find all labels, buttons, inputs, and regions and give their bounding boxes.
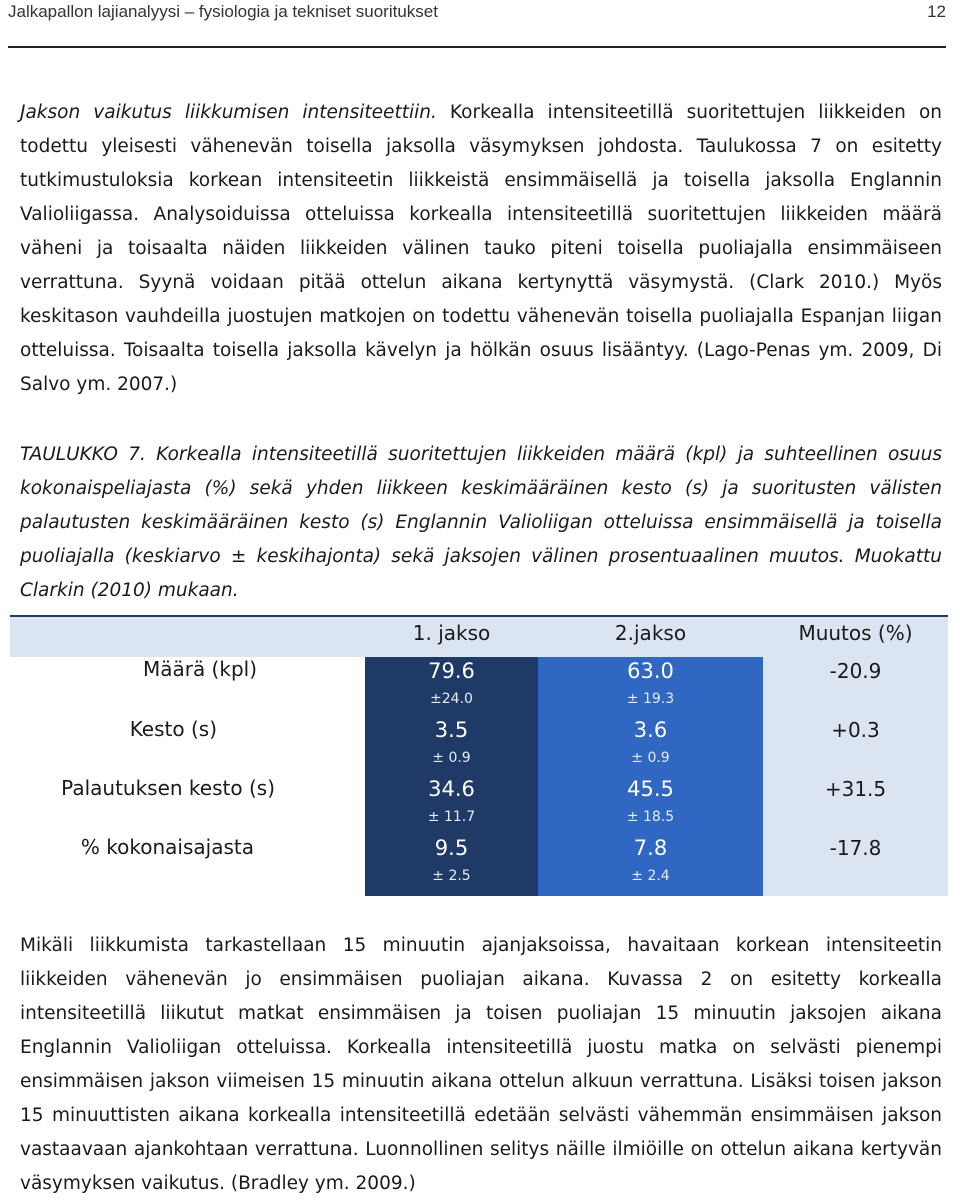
data-table <box>10 615 948 896</box>
period-2-sd: ± 18.5 <box>626 809 675 825</box>
period-2-sd: ± 19.3 <box>626 691 675 707</box>
row-label: Palautuksen kesto (s) <box>61 776 275 800</box>
period-2-mean: 7.8 <box>633 836 668 860</box>
period-1-sd: ± 2.5 <box>432 868 471 884</box>
running-title: Jalkapallon lajianalyysi – fysiologia ja tekniset suoritukset <box>8 2 438 21</box>
table-caption: TAULUKKO 7. Korkealla intensiteetillä suoritettujen liikkeiden määrä (kpl) ja suhteellinen osuus kokonaispeliajasta (%) sekä yhden liikkeen keskimääräinen kesto (s) ja suoritusten välisten palautusten keskimääräinen kesto (s) Englannin Valioliigan otteluissa ensimmäisellä ja toisella puoliajalla (keskiarvo ± keskihajonta) sekä jaksojen välinen prosentuaalinen muutos. Muokattu Clarkin (2010) mukaan. <box>20 444 942 601</box>
period-1-mean: 9.5 <box>434 836 469 860</box>
paragraph-body: Korkealla intensiteetillä suoritettujen liikkeiden on todettu yleisesti vähenevän toisella jaksolla väsymyksen johdosta. Taulukossa 7 on esitetty tutkimustuloksia korkean intensiteetin liikkeistä ensimmäisellä ja toisella jaksolla Englannin Valioliigassa. Analysoiduissa otteluissa korkealla intensiteetillä suoritettujen liikkeiden määrä väheni ja toisaalta näiden liikkeiden välinen tauko piteni toisella puoliajalla ensimmäiseen verrattuna. Syynä voidaan pitää ottelun aikana kertynyttä väsymystä. (Clark 2010.) Myös keskitason vauhdeilla juostujen matkojen on todettu vähenevän toisella puoliajalla Espanjan liigan otteluissa. Toisaalta toisella jaksolla kävelyn ja hölkän osuus lisääntyy. (Lago-Penas ym. 2009, Di Salvo ym. 2007.) <box>20 102 943 395</box>
period-1-sd: ± 0.9 <box>432 750 471 766</box>
table-row <box>10 835 362 865</box>
table-row <box>10 776 362 806</box>
period-2-mean: 63.0 <box>627 659 674 683</box>
table-row <box>10 657 362 687</box>
change-value: -20.9 <box>829 659 882 683</box>
page-number: 12 <box>927 2 946 21</box>
header-change: Muutos (%) <box>798 621 913 645</box>
period-1-mean: 79.6 <box>428 659 475 683</box>
header-period-2: 2.jakso <box>614 621 687 645</box>
row-label: Kesto (s) <box>129 717 217 741</box>
period-2-sd: ± 0.9 <box>631 750 670 766</box>
header-period-1: 1. jakso <box>412 621 491 645</box>
period-1-mean: 34.6 <box>428 777 475 801</box>
table-header-row <box>10 615 948 657</box>
paragraph-15min-periods: Mikäli liikkumista tarkastellaan 15 minuutin ajanjaksoissa, havaitaan korkean intensiteetin liikkeiden vähenevän jo ensimmäisen puoliajan aikana. Kuvassa 2 on esitetty korkealla intensiteetillä liikutut matkat ensimmäisen ja toisen puoliajan 15 minuutin jaksojen aikana Englannin Valioliigan otteluissa. Korkealla intensiteetillä juostu matka on selvästi pienempi ensimmäisen jakson viimeisen 15 minuutin aikana ottelun alkuun verrattuna. Lisäksi toisen jakson 15 minuuttisten aikana korkealla intensiteetillä edetään selvästi vähemmän ensimmäisen jakson vastaavaan ajankohtaan verrattuna. Luonnollinen selitys näille ilmiöille on ottelun aikana kertyvän väsymyksen vaikutus. (Bradley ym. 2009.) <box>20 935 942 1194</box>
page-header <box>8 0 946 48</box>
period-2-mean: 3.6 <box>633 718 668 742</box>
period-1-sd: ± 11.7 <box>427 809 476 825</box>
change-value: -17.8 <box>829 836 882 860</box>
row-label: Määrä (kpl) <box>142 657 257 681</box>
period-1-sd: ±24.0 <box>430 691 473 707</box>
table-row <box>10 717 362 747</box>
period-2-sd: ± 2.4 <box>631 868 670 884</box>
paragraph-lead: Jakson vaikutus liikkumisen intensiteettiin. <box>20 102 437 123</box>
period-2-mean: 45.5 <box>627 777 674 801</box>
paragraph-period-effect <box>20 96 942 402</box>
change-value: +31.5 <box>824 777 887 801</box>
row-label: % kokonaisajasta <box>80 835 254 859</box>
change-value: +0.3 <box>831 718 880 742</box>
period-1-mean: 3.5 <box>434 718 469 742</box>
